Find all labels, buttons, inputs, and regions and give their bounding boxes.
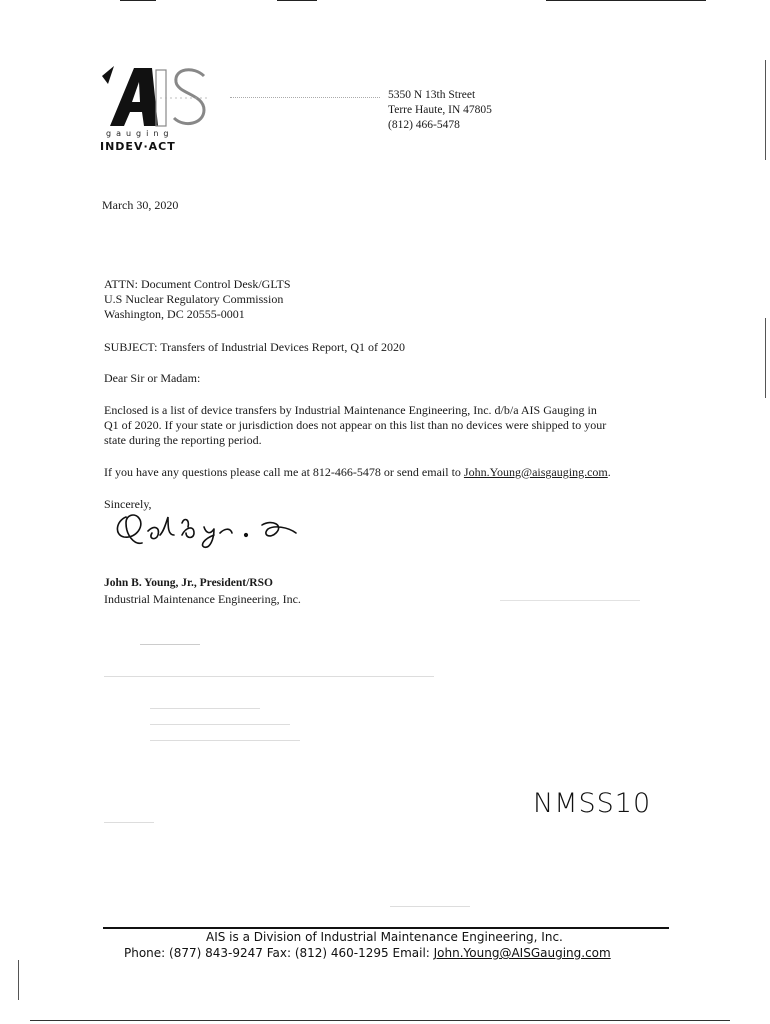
- body-line-3: state during the reporting period.: [104, 433, 262, 447]
- scan-noise: [104, 676, 434, 677]
- letterhead-leader: [230, 97, 380, 98]
- closing: Sincerely,: [104, 497, 152, 511]
- footer-contact-line: [124, 946, 611, 960]
- scan-right-edge-top: [765, 60, 766, 160]
- handwritten-code: NMSS10: [533, 788, 652, 819]
- address-phone: (812) 466-5478: [388, 119, 460, 131]
- scan-top-rule-left: [120, 0, 156, 1]
- signer-name: John B. Young, Jr., President/RSO: [104, 577, 273, 589]
- footer-email-link[interactable]: John.Young@AISGauging.com: [433, 946, 611, 960]
- scan-bottom-rule: [30, 1020, 730, 1021]
- ais-logo: [100, 62, 230, 162]
- logo-subtitle: INDEV·ACT: [100, 140, 176, 153]
- scan-right-edge-mid: [765, 318, 766, 398]
- contact-email-link[interactable]: John.Young@aisgauging.com: [463, 465, 608, 479]
- scan-noise: [140, 644, 200, 645]
- address-city: Terre Haute, IN 47805: [388, 104, 492, 116]
- handwritten-signature: [112, 505, 312, 555]
- attn-line-1: ATTN: Document Control Desk/GLTS: [104, 277, 291, 291]
- logo-subtitle-letters: gauging: [106, 129, 174, 138]
- contact-prefix: If you have any questions please call me at 812-466-5478 or send email to: [104, 465, 464, 479]
- scan-noise: [150, 740, 300, 741]
- scan-top-rule-right: [546, 0, 706, 1]
- scan-noise: [390, 906, 470, 907]
- scan-top-rule-mid: [277, 0, 317, 1]
- letter-date: March 30, 2020: [102, 198, 179, 212]
- scan-noise: [104, 822, 154, 823]
- scan-left-edge-bottom: [18, 960, 19, 1000]
- footer-phone-fax: Phone: (877) 843-9247 Fax: (812) 460-1295 Email:: [124, 946, 434, 960]
- body-line-1: Enclosed is a list of device transfers by Industrial Maintenance Engineering, Inc. d/b/a AIS Gauging in: [104, 403, 597, 417]
- attn-line-2: U.S Nuclear Regulatory Commission: [104, 292, 284, 306]
- signer-company: Industrial Maintenance Engineering, Inc.: [104, 592, 301, 606]
- footer-divider: [103, 927, 669, 929]
- scan-noise: [150, 724, 290, 725]
- address-street: 5350 N 13th Street: [388, 89, 476, 101]
- contact-line: [104, 465, 611, 480]
- scan-noise: [500, 600, 640, 601]
- subject-line: SUBJECT: Transfers of Industrial Devices Report, Q1 of 2020: [104, 340, 406, 354]
- footer-line-1: AIS is a Division of Industrial Maintenance Engineering, Inc.: [206, 930, 563, 944]
- attn-line-3: Washington, DC 20555-0001: [104, 307, 245, 321]
- body-line-2: Q1 of 2020. If your state or jurisdiction does not appear on this list than no devices were shipped to your: [104, 418, 607, 432]
- scan-noise: [150, 708, 260, 709]
- contact-suffix: .: [607, 465, 611, 479]
- salutation: Dear Sir or Madam:: [104, 371, 201, 385]
